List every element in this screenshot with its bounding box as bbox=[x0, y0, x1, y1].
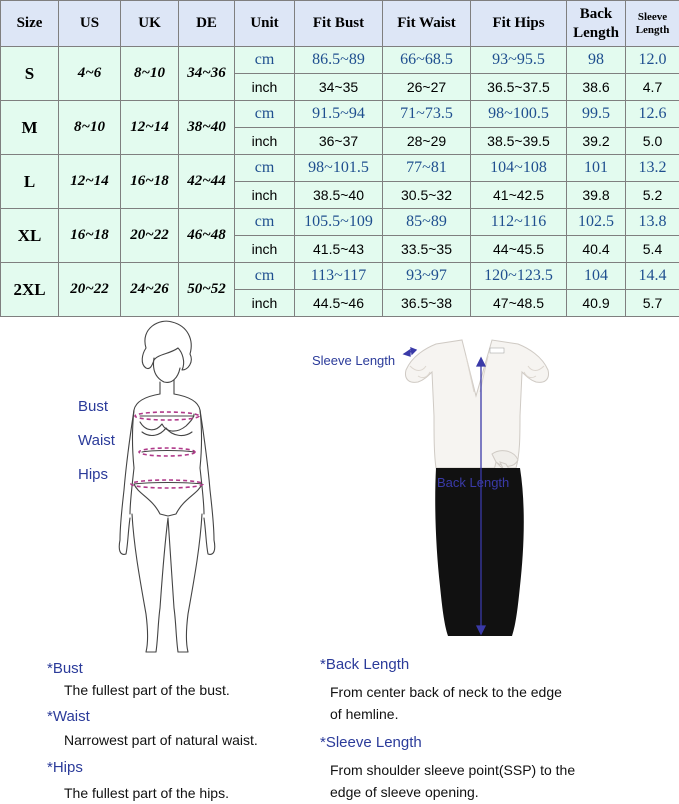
back-length-cm-cell: 99.5 bbox=[567, 101, 626, 128]
size-cell: XL bbox=[1, 209, 59, 263]
unit-cell: inch bbox=[235, 236, 295, 263]
definition-back-length-line2: of hemline. bbox=[330, 703, 398, 725]
back-length-inch-cell: 40.4 bbox=[567, 236, 626, 263]
table-header-row bbox=[1, 1, 679, 47]
definition-bust-term: *Bust bbox=[47, 660, 83, 677]
dress-label-back-length: Back Length bbox=[437, 475, 509, 490]
header-size: Size bbox=[1, 1, 59, 47]
de-size-cell: 34~36 bbox=[179, 47, 235, 101]
uk-size-cell: 20~22 bbox=[121, 209, 179, 263]
sleeve-length-inch-cell: 5.7 bbox=[626, 290, 679, 317]
de-size-cell: 42~44 bbox=[179, 155, 235, 209]
table-row bbox=[1, 101, 679, 128]
size-cell: 2XL bbox=[1, 263, 59, 317]
table-row bbox=[1, 47, 679, 74]
us-size-cell: 4~6 bbox=[59, 47, 121, 101]
waist-inch-cell: 36.5~38 bbox=[383, 290, 471, 317]
unit-cell: inch bbox=[235, 290, 295, 317]
bust-cm-cell: 105.5~109 bbox=[295, 209, 383, 236]
header-uk: UK bbox=[121, 1, 179, 47]
us-size-cell: 12~14 bbox=[59, 155, 121, 209]
waist-cm-cell: 93~97 bbox=[383, 263, 471, 290]
hips-cm-cell: 93~95.5 bbox=[471, 47, 567, 74]
hips-cm-cell: 120~123.5 bbox=[471, 263, 567, 290]
unit-cell: cm bbox=[235, 101, 295, 128]
back-length-cm-cell: 104 bbox=[567, 263, 626, 290]
definition-waist-text: Narrowest part of natural waist. bbox=[64, 729, 258, 751]
us-size-cell: 20~22 bbox=[59, 263, 121, 317]
table-row bbox=[1, 155, 679, 182]
back-length-inch-cell: 39.8 bbox=[567, 182, 626, 209]
waist-inch-cell: 26~27 bbox=[383, 74, 471, 101]
header-fit-hips: Fit Hips bbox=[471, 1, 567, 47]
header-fit-waist: Fit Waist bbox=[383, 1, 471, 47]
hips-inch-cell: 36.5~37.5 bbox=[471, 74, 567, 101]
back-length-cm-cell: 101 bbox=[567, 155, 626, 182]
us-size-cell: 8~10 bbox=[59, 101, 121, 155]
size-cell: S bbox=[1, 47, 59, 101]
sleeve-length-cm-cell: 13.2 bbox=[626, 155, 679, 182]
definition-sleeve-length-line1: From shoulder sleeve point(SSP) to the bbox=[330, 759, 575, 781]
waist-cm-cell: 71~73.5 bbox=[383, 101, 471, 128]
bust-inch-cell: 41.5~43 bbox=[295, 236, 383, 263]
uk-size-cell: 12~14 bbox=[121, 101, 179, 155]
sleeve-length-inch-cell: 5.0 bbox=[626, 128, 679, 155]
sleeve-length-cm-cell: 12.6 bbox=[626, 101, 679, 128]
us-size-cell: 16~18 bbox=[59, 209, 121, 263]
hips-inch-cell: 44~45.5 bbox=[471, 236, 567, 263]
de-size-cell: 46~48 bbox=[179, 209, 235, 263]
waist-cm-cell: 77~81 bbox=[383, 155, 471, 182]
hips-cm-cell: 112~116 bbox=[471, 209, 567, 236]
definition-sleeve-length-line2: edge of sleeve opening. bbox=[330, 781, 479, 803]
waist-inch-cell: 30.5~32 bbox=[383, 182, 471, 209]
unit-cell: cm bbox=[235, 209, 295, 236]
size-chart-table bbox=[0, 0, 679, 317]
de-size-cell: 50~52 bbox=[179, 263, 235, 317]
table-row bbox=[1, 209, 679, 236]
dress-label-sleeve-length: Sleeve Length bbox=[312, 353, 395, 368]
figure-label-bust: Bust bbox=[78, 398, 108, 415]
sleeve-length-inch-cell: 4.7 bbox=[626, 74, 679, 101]
waist-inch-cell: 28~29 bbox=[383, 128, 471, 155]
header-us: US bbox=[59, 1, 121, 47]
bust-inch-cell: 34~35 bbox=[295, 74, 383, 101]
uk-size-cell: 16~18 bbox=[121, 155, 179, 209]
back-length-inch-cell: 38.6 bbox=[567, 74, 626, 101]
uk-size-cell: 24~26 bbox=[121, 263, 179, 317]
hips-inch-cell: 38.5~39.5 bbox=[471, 128, 567, 155]
unit-cell: cm bbox=[235, 155, 295, 182]
bust-inch-cell: 36~37 bbox=[295, 128, 383, 155]
sleeve-length-inch-cell: 5.2 bbox=[626, 182, 679, 209]
waist-inch-cell: 33.5~35 bbox=[383, 236, 471, 263]
unit-cell: inch bbox=[235, 182, 295, 209]
header-fit-bust: Fit Bust bbox=[295, 1, 383, 47]
size-cell: M bbox=[1, 101, 59, 155]
waist-cm-cell: 85~89 bbox=[383, 209, 471, 236]
bust-cm-cell: 86.5~89 bbox=[295, 47, 383, 74]
header-de: DE bbox=[179, 1, 235, 47]
hips-cm-cell: 98~100.5 bbox=[471, 101, 567, 128]
sleeve-length-cm-cell: 13.8 bbox=[626, 209, 679, 236]
definition-sleeve-length-term: *Sleeve Length bbox=[320, 734, 422, 751]
back-length-cm-cell: 98 bbox=[567, 47, 626, 74]
header-back-length: Back Length bbox=[567, 1, 626, 47]
bust-cm-cell: 98~101.5 bbox=[295, 155, 383, 182]
size-cell: L bbox=[1, 155, 59, 209]
bust-inch-cell: 38.5~40 bbox=[295, 182, 383, 209]
uk-size-cell: 8~10 bbox=[121, 47, 179, 101]
sleeve-length-inch-cell: 5.4 bbox=[626, 236, 679, 263]
figure-label-hips: Hips bbox=[78, 466, 108, 483]
definition-waist-term: *Waist bbox=[47, 708, 90, 725]
unit-cell: cm bbox=[235, 47, 295, 74]
bust-inch-cell: 44.5~46 bbox=[295, 290, 383, 317]
unit-cell: inch bbox=[235, 128, 295, 155]
sleeve-length-cm-cell: 12.0 bbox=[626, 47, 679, 74]
back-length-inch-cell: 39.2 bbox=[567, 128, 626, 155]
table-row bbox=[1, 263, 679, 290]
hips-cm-cell: 104~108 bbox=[471, 155, 567, 182]
waist-cm-cell: 66~68.5 bbox=[383, 47, 471, 74]
sleeve-length-cm-cell: 14.4 bbox=[626, 263, 679, 290]
hips-inch-cell: 47~48.5 bbox=[471, 290, 567, 317]
de-size-cell: 38~40 bbox=[179, 101, 235, 155]
definition-hips-term: *Hips bbox=[47, 759, 83, 776]
back-length-cm-cell: 102.5 bbox=[567, 209, 626, 236]
definition-hips-text: The fullest part of the hips. bbox=[64, 782, 229, 804]
bust-cm-cell: 91.5~94 bbox=[295, 101, 383, 128]
unit-cell: inch bbox=[235, 74, 295, 101]
hips-inch-cell: 41~42.5 bbox=[471, 182, 567, 209]
header-unit: Unit bbox=[235, 1, 295, 47]
definition-back-length-line1: From center back of neck to the edge bbox=[330, 681, 562, 703]
back-length-inch-cell: 40.9 bbox=[567, 290, 626, 317]
header-sleeve-length: Sleeve Length bbox=[626, 1, 679, 47]
bust-cm-cell: 113~117 bbox=[295, 263, 383, 290]
definition-back-length-term: *Back Length bbox=[320, 656, 409, 673]
body-figure-illustration bbox=[90, 318, 250, 656]
unit-cell: cm bbox=[235, 263, 295, 290]
figure-label-waist: Waist bbox=[78, 432, 115, 449]
definition-bust-text: The fullest part of the bust. bbox=[64, 679, 230, 701]
